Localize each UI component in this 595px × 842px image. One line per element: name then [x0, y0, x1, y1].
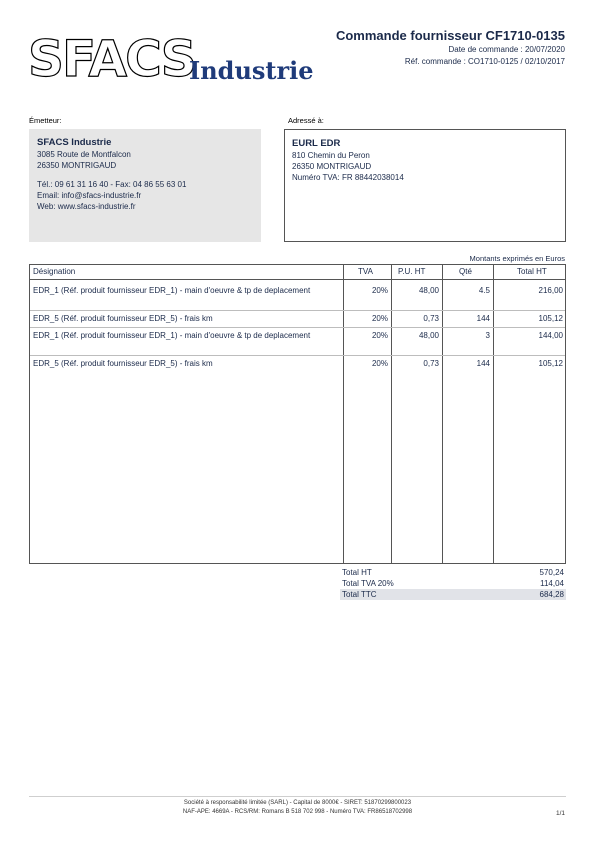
currency-note: Montants exprimés en Euros — [469, 254, 565, 263]
total-ht-label: Total HT — [342, 568, 372, 577]
row-quantity: 144 — [476, 314, 490, 323]
company-logo — [28, 30, 318, 90]
table-header — [30, 265, 565, 280]
row-unit-price: 48,00 — [418, 286, 439, 295]
header-quantity: Qté — [459, 267, 472, 276]
logo-brand: SFACS — [28, 30, 195, 88]
recipient-address-line1: 810 Chemin du Peron — [292, 151, 370, 160]
row-tva: 20% — [371, 314, 388, 323]
row-tva: 20% — [371, 286, 388, 295]
row-designation: EDR_1 (Réf. produit fournisseur EDR_1) - main d'oeuvre & tp de deplacement — [33, 286, 311, 295]
recipient-name: EURL EDR — [292, 138, 341, 149]
row-unit-price: 0,73 — [423, 359, 439, 368]
row-designation: EDR_5 (Réf. produit fournisseur EDR_5) - frais km — [33, 359, 213, 368]
row-quantity: 4.5 — [478, 286, 490, 295]
order-lines-table — [29, 264, 566, 564]
total-tva-label: Total TVA 20% — [342, 579, 394, 588]
totals-block — [340, 567, 566, 600]
sender-name: SFACS Industrie — [37, 137, 112, 148]
total-tva-row — [340, 578, 566, 589]
page-number: 1/1 — [555, 810, 565, 817]
row-total: 216,00 — [538, 286, 563, 295]
footer-divider — [29, 796, 566, 797]
sender-address-line1: 3085 Route de Montfalcon — [37, 150, 131, 159]
sender-address-line2: 26350 MONTRIGAUD — [37, 161, 117, 170]
recipient-address-line2: 26350 MONTRIGAUD — [292, 162, 372, 171]
row-unit-price: 0,73 — [423, 314, 439, 323]
sender-label: Émetteur: — [29, 116, 62, 125]
table-row — [30, 312, 565, 328]
header-total: Total HT — [517, 267, 547, 276]
recipient-vat: Numéro TVA: FR 88442038014 — [292, 173, 404, 182]
row-total: 105,12 — [538, 314, 563, 323]
row-unit-price: 48,00 — [418, 331, 439, 340]
row-quantity: 144 — [476, 359, 490, 368]
footer-legal-line1: Société à responsabilité limitée (SARL) - Capital de 8000€ - SIRET: 51870299800023 — [183, 800, 412, 806]
recipient-label: Adressé à: — [288, 116, 324, 125]
order-reference: Réf. commande : CO1710-0125 / 02/10/2017 — [404, 57, 565, 66]
total-ttc-label: Total TTC — [342, 590, 377, 599]
recipient-box — [284, 129, 566, 242]
header-unit-price: P.U. HT — [398, 267, 426, 276]
total-tva-value: 114,04 — [540, 579, 564, 588]
table-row — [30, 284, 565, 311]
order-date: Date de commande : 20/07/2020 — [448, 45, 565, 54]
row-designation: EDR_1 (Réf. produit fournisseur EDR_1) - main d'oeuvre & tp de deplacement — [33, 331, 311, 340]
table-row — [30, 329, 565, 356]
total-ttc-row — [340, 589, 566, 600]
row-tva: 20% — [371, 331, 388, 340]
header-tva: TVA — [358, 267, 373, 276]
document-title: Commande fournisseur CF1710-0135 — [335, 28, 565, 43]
row-tva: 20% — [371, 359, 388, 368]
footer-legal-line2: NAF-APE: 4669A - RCS/RM: Romans B 518 702 998 - Numéro TVA: FR86518702998 — [182, 809, 413, 815]
total-ht-row — [340, 567, 566, 578]
sender-email: Email: info@sfacs-industrie.fr — [37, 191, 142, 200]
logo-suffix: Industrie — [189, 56, 314, 85]
row-total: 105,12 — [538, 359, 563, 368]
header-designation: Désignation — [33, 267, 76, 276]
row-total: 144,00 — [538, 331, 563, 340]
row-quantity: 3 — [485, 331, 490, 340]
total-ht-value: 570,24 — [539, 568, 564, 577]
table-row — [30, 357, 565, 372]
total-ttc-value: 684,28 — [539, 590, 564, 599]
row-designation: EDR_5 (Réf. produit fournisseur EDR_5) - frais km — [33, 314, 213, 323]
sender-box — [29, 129, 261, 242]
sender-web: Web: www.sfacs-industrie.fr — [37, 202, 136, 211]
sender-phone: Tél.: 09 61 31 16 40 - Fax: 04 86 55 63 01 — [37, 180, 187, 189]
